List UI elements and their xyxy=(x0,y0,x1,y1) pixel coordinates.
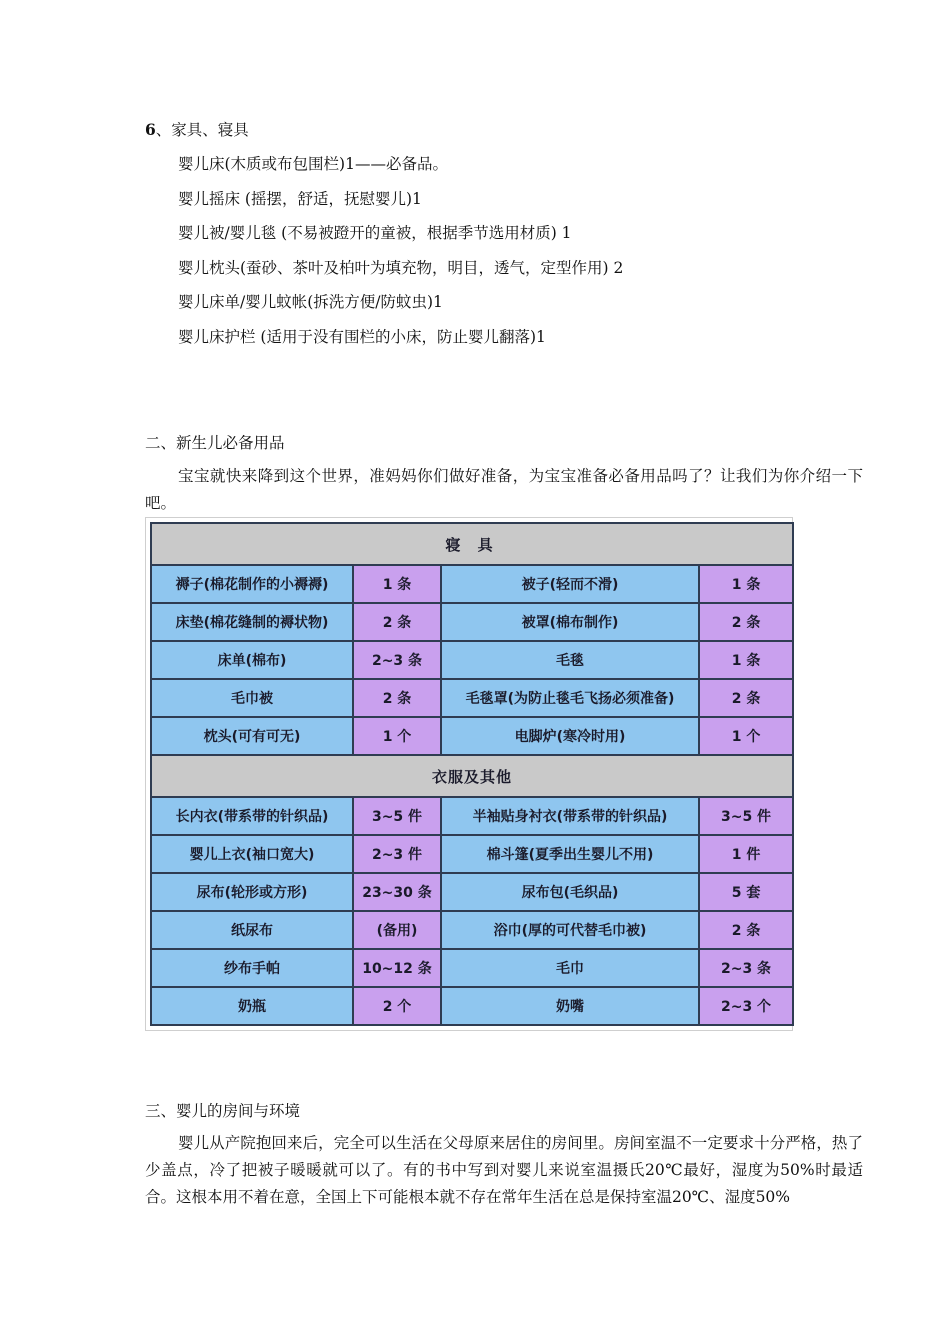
qty-cell: 2 条 xyxy=(354,604,440,640)
qty-cell: (备用) xyxy=(354,912,440,948)
qty-cell: 2~3 条 xyxy=(700,950,792,986)
section6-title: 、家具、寝具 xyxy=(155,121,249,139)
item-cell: 婴儿上衣(袖口宽大) xyxy=(152,836,352,872)
item-cell: 毛巾 xyxy=(442,950,698,986)
section6-number: 6 xyxy=(145,120,156,139)
qty-cell: 2~3 件 xyxy=(354,836,440,872)
table-row xyxy=(152,718,792,754)
item-cell: 床单(棉布) xyxy=(152,642,352,678)
table-row xyxy=(152,798,792,834)
item-cell: 纸尿布 xyxy=(152,912,352,948)
supplies-table-image xyxy=(145,517,793,1031)
item-cell: 褥子(棉花制作的小褥褥) xyxy=(152,566,352,602)
table-row xyxy=(152,836,792,872)
clothing-header: 衣服及其他 xyxy=(152,756,792,796)
qty-cell: 2 条 xyxy=(700,912,792,948)
item-cell: 奶瓶 xyxy=(152,988,352,1024)
bedding-header-row xyxy=(152,524,792,564)
section2-heading: 二、新生儿必备用品 xyxy=(145,434,285,452)
bedding-header: 寝 具 xyxy=(152,524,792,564)
item-cell: 被子(轻而不滑) xyxy=(442,566,698,602)
table-row xyxy=(152,912,792,948)
qty-cell: 23~30 条 xyxy=(354,874,440,910)
item-cell: 半袖贴身衬衣(带系带的针织品) xyxy=(442,798,698,834)
item-cell: 毛毯 xyxy=(442,642,698,678)
clothing-header-row xyxy=(152,756,792,796)
qty-cell: 3~5 件 xyxy=(700,798,792,834)
qty-cell: 2 条 xyxy=(700,680,792,716)
section6-item-1: 婴儿床(木质或布包围栏)1——必备品。 xyxy=(178,155,448,173)
qty-cell: 1 条 xyxy=(700,642,792,678)
item-cell: 枕头(可有可无) xyxy=(152,718,352,754)
qty-cell: 2~3 个 xyxy=(700,988,792,1024)
section6-heading xyxy=(145,120,249,140)
item-cell: 床垫(棉花缝制的褥状物) xyxy=(152,604,352,640)
item-cell: 毛巾被 xyxy=(152,680,352,716)
table-row xyxy=(152,604,792,640)
qty-cell: 1 个 xyxy=(700,718,792,754)
table-row xyxy=(152,874,792,910)
qty-cell: 1 条 xyxy=(354,566,440,602)
section6-item-4: 婴儿枕头(蚕砂、茶叶及柏叶为填充物，明目，透气，定型作用) 2 xyxy=(178,259,624,277)
table-row xyxy=(152,988,792,1024)
qty-cell: 2 条 xyxy=(700,604,792,640)
qty-cell: 10~12 条 xyxy=(354,950,440,986)
section2-intro: 宝宝就快来降到这个世界，准妈妈你们做好准备，为宝宝准备必备用品吗了？让我们为你介绍一下吧。 xyxy=(145,467,863,512)
qty-cell: 5 套 xyxy=(700,874,792,910)
qty-cell: 3~5 件 xyxy=(354,798,440,834)
qty-cell: 2 个 xyxy=(354,988,440,1024)
item-cell: 浴巾(厚的可代替毛巾被) xyxy=(442,912,698,948)
item-cell: 电脚炉(寒冷时用) xyxy=(442,718,698,754)
table-row xyxy=(152,566,792,602)
item-cell: 毛毯罩(为防止毯毛飞扬必须准备) xyxy=(442,680,698,716)
section3-body: 婴儿从产院抱回来后，完全可以生活在父母原来居住的房间里。房间室温不一定要求十分严格，热了少盖点，冷了把被子暖暖就可以了。有的书中写到对婴儿来说室温摄氏20℃最好，湿度为50%时最适合。这根本用不着在意，全国上下可能根本就不存在常年生活在总是保持室温20℃、湿度50% xyxy=(145,1134,863,1206)
section3-heading: 三、婴儿的房间与环境 xyxy=(145,1102,301,1120)
qty-cell: 1 条 xyxy=(700,566,792,602)
table-row xyxy=(152,680,792,716)
qty-cell: 1 件 xyxy=(700,836,792,872)
section6-item-3: 婴儿被/婴儿毯 (不易被蹬开的童被，根据季节选用材质) 1 xyxy=(178,224,572,242)
table-row xyxy=(152,642,792,678)
item-cell: 长内衣(带系带的针织品) xyxy=(152,798,352,834)
qty-cell: 2~3 条 xyxy=(354,642,440,678)
supplies-table xyxy=(150,522,794,1026)
item-cell: 尿布(轮形或方形) xyxy=(152,874,352,910)
item-cell: 纱布手帕 xyxy=(152,950,352,986)
qty-cell: 1 个 xyxy=(354,718,440,754)
table-row xyxy=(152,950,792,986)
section6-item-5: 婴儿床单/婴儿蚊帐(拆洗方便/防蚊虫)1 xyxy=(178,293,443,311)
section6-item-2: 婴儿摇床 (摇摆，舒适，抚慰婴儿)1 xyxy=(178,190,422,208)
section6-item-6: 婴儿床护栏 (适用于没有围栏的小床，防止婴儿翻落)1 xyxy=(178,328,546,346)
item-cell: 被罩(棉布制作) xyxy=(442,604,698,640)
item-cell: 尿布包(毛织品) xyxy=(442,874,698,910)
item-cell: 奶嘴 xyxy=(442,988,698,1024)
qty-cell: 2 条 xyxy=(354,680,440,716)
item-cell: 棉斗篷(夏季出生婴儿不用) xyxy=(442,836,698,872)
